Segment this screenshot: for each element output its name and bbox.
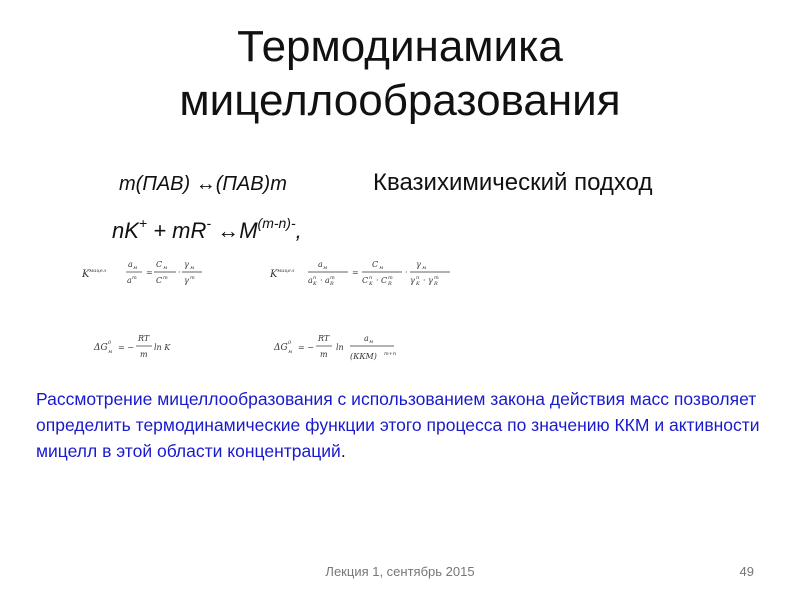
svg-text:RT: RT	[318, 334, 330, 343]
svg-text:·: ·	[405, 268, 408, 277]
eq2-kplus: +	[138, 215, 148, 231]
svg-text:·: ·	[423, 276, 426, 285]
description-period: .	[340, 441, 346, 461]
svg-text:m: m	[163, 275, 168, 281]
formula-gibbs-ionic-image	[272, 330, 422, 370]
description-text: Рассмотрение мицеллообразования с использованием закона действия масс позволяет определить термодинамические функции этого процесса по значению ККМ и активности мицелл в этой области концентраций	[36, 389, 760, 461]
svg-text:R: R	[434, 281, 438, 287]
eq2-comma: ,	[295, 218, 302, 243]
approach-heading: Квазихимический подход	[373, 169, 653, 196]
svg-text:m: m	[132, 275, 137, 281]
page-number: 49	[739, 564, 754, 579]
title-line-1: Термодинамика	[237, 22, 563, 71]
svg-text:= −: = −	[118, 343, 134, 352]
svg-text:C: C	[362, 276, 369, 285]
svg-text:a: a	[325, 276, 330, 285]
eq2-charge: (m-n)-	[257, 215, 296, 231]
svg-text:m+n: m+n	[384, 351, 397, 357]
description-paragraph	[36, 386, 766, 464]
svg-text:ln K: ln K	[154, 343, 171, 352]
svg-text:C: C	[156, 260, 163, 269]
svg-text:C: C	[372, 260, 379, 269]
svg-text:a: a	[128, 260, 133, 269]
equilibrium-equation-nonionic: m(ПАВ) ↔(ПАВ)m	[119, 173, 287, 195]
svg-text:γ: γ	[428, 276, 433, 285]
svg-text:a: a	[318, 260, 323, 269]
svg-text:м: м	[108, 349, 113, 355]
eq2-mid: + mR	[147, 218, 207, 243]
svg-text:мицел: мицел	[277, 268, 294, 274]
svg-text:γ: γ	[184, 276, 189, 285]
svg-text:K: K	[416, 281, 420, 287]
svg-text:C: C	[156, 276, 163, 285]
svg-text:= −: = −	[298, 343, 314, 352]
svg-text:m: m	[140, 350, 148, 359]
svg-text:a: a	[364, 334, 369, 343]
svg-text:мицел: мицел	[89, 268, 106, 274]
svg-text:K: K	[270, 269, 278, 280]
svg-text:·: ·	[178, 268, 181, 277]
eq2-arrow: ↔M	[211, 218, 258, 243]
svg-text:м: м	[163, 265, 168, 271]
svg-text:м: м	[133, 265, 138, 271]
svg-text:R: R	[330, 281, 334, 287]
eq2-nk: nK	[112, 218, 139, 243]
formula-k-nonionic-image	[80, 255, 220, 295]
svg-text:m: m	[330, 275, 335, 281]
svg-text:·: ·	[320, 276, 323, 285]
svg-text:=: =	[146, 268, 153, 277]
svg-text:ΔG: ΔG	[94, 343, 108, 353]
svg-text:м: м	[422, 265, 427, 271]
footer-lecture: Лекция 1, сентябрь 2015	[325, 564, 475, 579]
eq2-rminus: -	[206, 215, 212, 231]
svg-text:K: K	[82, 269, 90, 280]
svg-text:K: K	[313, 281, 317, 287]
formula-gibbs-nonionic-image	[92, 330, 212, 366]
svg-text:=: =	[352, 268, 359, 277]
svg-text:γ: γ	[416, 260, 421, 269]
svg-text:0: 0	[288, 340, 292, 346]
svg-text:·: ·	[376, 276, 379, 285]
svg-text:m: m	[434, 275, 439, 281]
svg-text:(ККМ): (ККМ)	[350, 352, 377, 361]
svg-text:м: м	[323, 265, 328, 271]
svg-text:м: м	[190, 265, 195, 271]
svg-text:n: n	[369, 275, 373, 281]
svg-text:R: R	[388, 281, 392, 287]
svg-text:n: n	[416, 275, 420, 281]
svg-text:C: C	[381, 276, 388, 285]
svg-text:м: м	[288, 349, 293, 355]
slide-title	[0, 20, 800, 128]
title-line-2: мицеллообразования	[179, 76, 621, 125]
svg-text:0: 0	[108, 340, 112, 346]
svg-text:K: K	[369, 281, 373, 287]
svg-text:ln: ln	[336, 343, 344, 352]
svg-text:m: m	[388, 275, 393, 281]
svg-text:ΔG: ΔG	[274, 343, 288, 353]
svg-text:a: a	[308, 276, 313, 285]
svg-text:a: a	[127, 276, 132, 285]
equilibrium-equation-ionic	[112, 215, 302, 244]
formula-k-ionic-image	[268, 255, 458, 295]
svg-text:м: м	[369, 339, 374, 345]
svg-text:m: m	[190, 275, 195, 281]
svg-text:м: м	[379, 265, 384, 271]
svg-text:γ: γ	[184, 260, 189, 269]
svg-text:m: m	[320, 350, 328, 359]
svg-text:RT: RT	[138, 334, 150, 343]
svg-text:γ: γ	[410, 276, 415, 285]
svg-text:n: n	[313, 275, 317, 281]
